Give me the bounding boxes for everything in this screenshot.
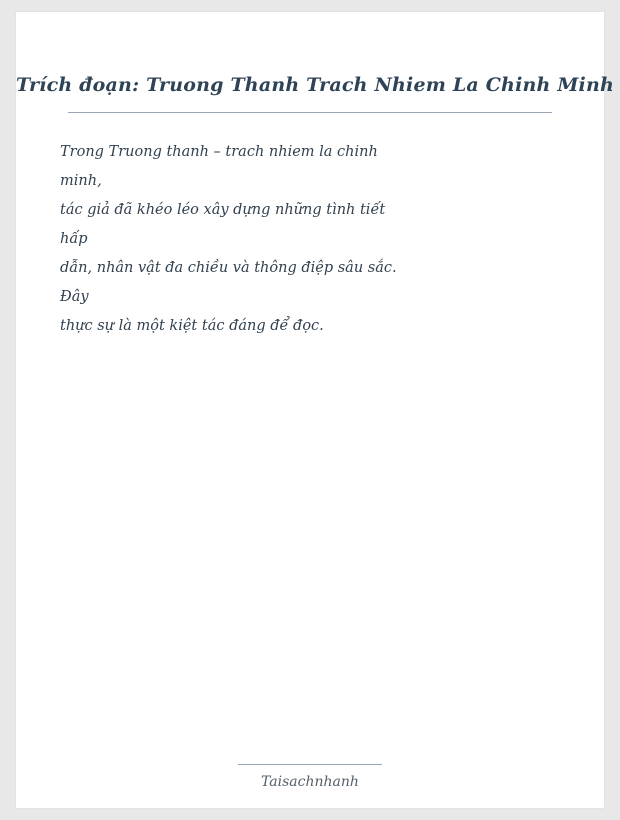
body-line: hấp: [60, 231, 88, 247]
footer-attribution: Taisachnhanh: [261, 774, 359, 790]
page-title: Trích đoạn: Truong Thanh Trach Nhiem La Chinh Minh: [16, 74, 615, 96]
body-line: tác giả đã khéo léo xây dựng những tình tiết: [60, 202, 386, 218]
title-divider: [68, 112, 552, 113]
footer-divider: [238, 764, 382, 765]
document-page: [16, 12, 615, 808]
body-line: minh,: [60, 173, 102, 189]
body-line: Trong Truong thanh – trach nhiem la chinh: [60, 144, 378, 160]
body-line: thực sự là một kiệt tác đáng để đọc.: [60, 318, 324, 334]
body-line: Đây: [60, 289, 89, 305]
document-body: [60, 138, 530, 341]
body-line: dẫn, nhân vật đa chiều và thông điệp sâu sắc.: [60, 260, 397, 276]
